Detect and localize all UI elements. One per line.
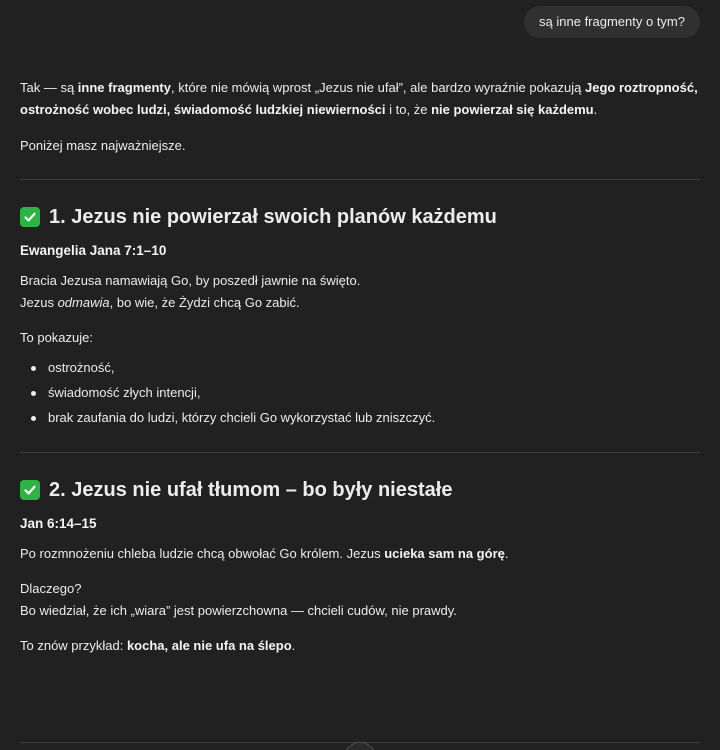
section-text: Bracia Jezusa namawiają Go, by poszedł jawnie na święto. (20, 273, 361, 288)
assistant-reply (20, 77, 700, 657)
check-mark-icon (20, 480, 40, 500)
intro-paragraph (20, 77, 700, 121)
bold-text: inne fragmenty (77, 80, 171, 95)
divider (20, 452, 700, 453)
section-text (20, 543, 700, 565)
user-message-bubble (524, 6, 700, 38)
text-span: i to, że (385, 102, 432, 117)
text-span: , bo wie, że Żydzi chcą Go zabić. (109, 295, 300, 310)
section-text (20, 635, 700, 657)
list-item: brak zaufania do ludzi, którzy chcieli Go wykorzystać lub zniszczyć. (30, 405, 700, 430)
italic-text: odmawia (57, 295, 110, 310)
section-heading-text: 1. Jezus nie powierzał swoich planów każdemu (49, 206, 497, 228)
scripture-reference: Jan 6:14–15 (20, 516, 97, 531)
why-text: Dlaczego? (20, 581, 82, 596)
text-span: . (504, 546, 509, 561)
bold-text: Jego roztropność, ostrożność wobec ludzi, świadomość ludzkiej niewierności (20, 80, 698, 117)
scripture-reference: Ewangelia Jana 7:1–10 (20, 243, 167, 258)
list-item: świadomość złych intencji, (30, 380, 700, 405)
user-message-text: są inne fragmenty o tym? (539, 14, 685, 29)
check-mark-icon (20, 207, 40, 227)
text-span: . (291, 638, 296, 653)
section-heading-2 (20, 476, 700, 504)
text-span: Jezus (20, 295, 58, 310)
section-heading-text: 2. Jezus nie ufał tłumom – bo były niestałe (49, 479, 453, 501)
shows-label: To pokazuje: (20, 330, 93, 345)
bullet-list (20, 355, 700, 430)
section-heading-1 (20, 203, 700, 231)
because-text: Bo wiedział, że ich „wiara” jest powierzchowna — chcieli cudów, nie prawdy. (20, 603, 457, 618)
intro-followup: Poniżej masz najważniejsze. (20, 138, 186, 153)
scroll-down-button[interactable] (344, 742, 376, 750)
text-span: . (593, 102, 598, 117)
bold-text: kocha, ale nie ufa na ślepo (126, 638, 292, 653)
text-span: To znów przykład: (20, 638, 127, 653)
text-span: Tak — są (20, 80, 78, 95)
text-span: Po rozmnożeniu chleba ludzie chcą obwołać Go królem. Jezus (20, 546, 385, 561)
section-text (20, 292, 700, 314)
divider (20, 179, 700, 180)
list-item: ostrożność, (30, 355, 700, 380)
text-span: , które nie mówią wprost „Jezus nie ufał”, ale bardzo wyraźnie pokazują (170, 80, 586, 95)
bold-text: nie powierzał się każdemu (431, 102, 594, 117)
bold-text: ucieka sam na górę (384, 546, 505, 561)
